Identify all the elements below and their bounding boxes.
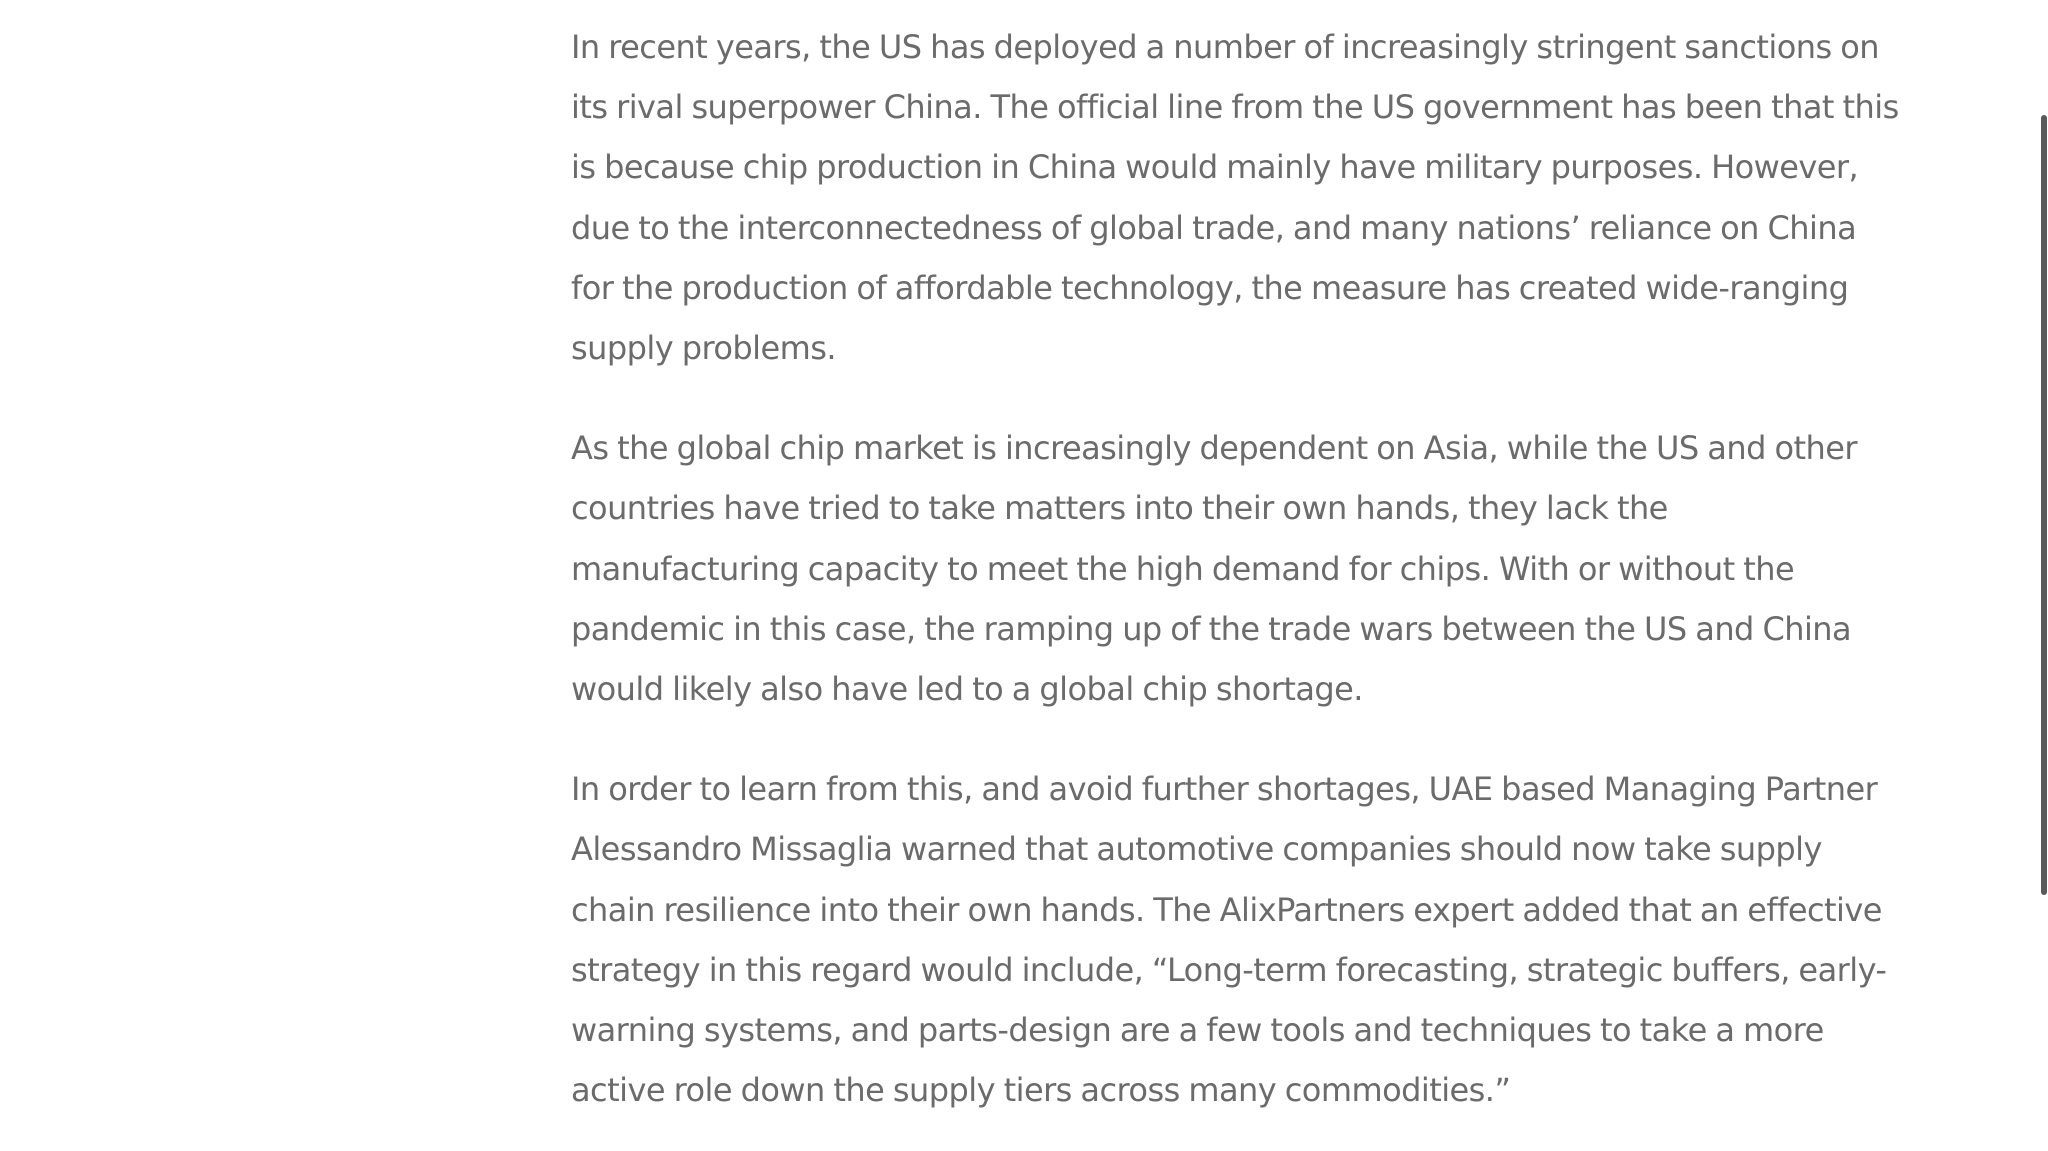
article-body xyxy=(571,17,1901,1151)
article-paragraph-1: In recent years, the US has deployed a number of increasingly stringent sanctions on its rival superpower China. The official line from the US government has been that this is because chip production in China would mainly have military purposes. However, due to the interconnectedness of global trade, and many nations’ reliance on China for the production of affordable technology, the measure has created wide-ranging supply problems. xyxy=(571,28,1899,368)
vertical-scrollbar[interactable] xyxy=(2038,0,2048,1151)
article-paragraph-3: In order to learn from this, and avoid further shortages, UAE based Managing Partner Alessandro Missaglia warned that automotive companies should now take supply chain resilience into their own hands. The AlixPartners expert added that an effective strategy in this regard would include, “Long-term forecasting, strategic buffers, early-warning systems, and parts-design are a few tools and techniques to take a more active role down the supply tiers across many commodities.” xyxy=(571,770,1887,1110)
scrollbar-thumb[interactable] xyxy=(2041,115,2047,895)
article-paragraph-2: As the global chip market is increasingly dependent on Asia, while the US and other countries have tried to take matters into their own hands, they lack the manufacturing capacity to meet the high demand for chips. With or without the pandemic in this case, the ramping up of the trade wars between the US and China would likely also have led to a global chip shortage. xyxy=(571,429,1857,709)
